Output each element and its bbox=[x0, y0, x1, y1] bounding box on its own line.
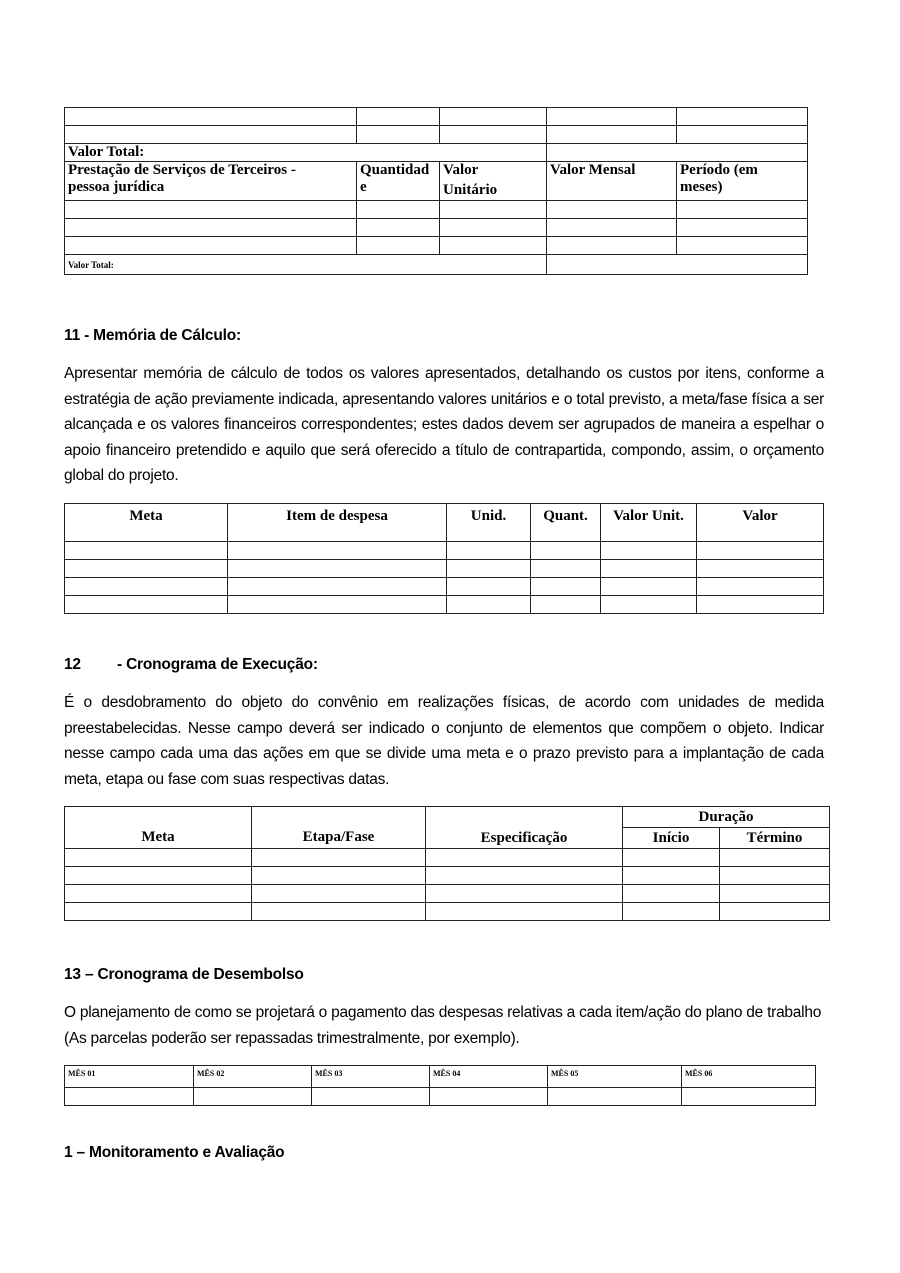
execution-schedule-table bbox=[64, 806, 830, 921]
table-cell[interactable] bbox=[65, 108, 357, 126]
table-cell[interactable] bbox=[228, 542, 447, 560]
table-cell[interactable] bbox=[312, 1088, 430, 1106]
table-cell[interactable] bbox=[677, 237, 808, 255]
section-12-title: - Cronograma de Execução: bbox=[117, 656, 318, 673]
header-line: Valor Mensal bbox=[550, 162, 636, 178]
table-row bbox=[65, 219, 808, 237]
table-cell[interactable] bbox=[426, 885, 623, 903]
header-duration: Duração bbox=[623, 807, 830, 828]
header-monthly-value bbox=[547, 162, 677, 201]
table-cell[interactable] bbox=[357, 237, 440, 255]
header-unit: Unid. bbox=[447, 504, 531, 542]
table-cell[interactable] bbox=[682, 1088, 816, 1106]
table-cell[interactable] bbox=[447, 596, 531, 614]
header-row bbox=[65, 1066, 816, 1088]
header-month-02: MÊS 02 bbox=[194, 1066, 312, 1088]
table-cell[interactable] bbox=[447, 542, 531, 560]
table-row bbox=[65, 108, 808, 126]
table-cell[interactable] bbox=[547, 201, 677, 219]
header-start: Início bbox=[623, 828, 720, 849]
header-line: Período (em bbox=[680, 162, 758, 178]
header-month-05: MÊS 05 bbox=[548, 1066, 682, 1088]
calculation-memory-table bbox=[64, 503, 824, 614]
table-row bbox=[65, 201, 808, 219]
header-line: meses) bbox=[680, 179, 723, 195]
section-11-paragraph: Apresentar memória de cálculo de todos os valores apresentados, detalhando os custos por itens, conforme a estratégia de ação previamente indicada, apresentando valores unitários e o total previsto, a meta/fase física a ser alcançada e os valores financeiros correspondentes; estes dados devem ser agrupados de maneira a espelhar o apoio financeiro pretendido e aquilo que será oferecido a título de contrapartida, compondo, assim, o orçamento global do projeto. bbox=[64, 365, 824, 485]
table-cell[interactable] bbox=[440, 126, 547, 144]
table-row bbox=[65, 867, 830, 885]
table-cell[interactable] bbox=[531, 578, 601, 596]
table-cell[interactable] bbox=[65, 542, 228, 560]
table-cell[interactable] bbox=[357, 201, 440, 219]
table-row bbox=[65, 596, 824, 614]
table-cell[interactable] bbox=[65, 560, 228, 578]
section-12-heading bbox=[64, 656, 318, 674]
table-cell[interactable] bbox=[252, 903, 426, 921]
table-cell[interactable] bbox=[531, 560, 601, 578]
table-cell[interactable] bbox=[547, 126, 677, 144]
table-cell[interactable] bbox=[65, 126, 357, 144]
footer-total-row bbox=[65, 255, 808, 275]
table-row bbox=[65, 560, 824, 578]
table-cell[interactable] bbox=[697, 542, 824, 560]
header-line: e bbox=[360, 179, 367, 195]
services-cost-table bbox=[64, 107, 808, 275]
table-cell[interactable] bbox=[194, 1088, 312, 1106]
section-12-number: 12 bbox=[64, 656, 81, 673]
table-cell[interactable] bbox=[357, 126, 440, 144]
footer-total-value-cell[interactable] bbox=[547, 255, 808, 275]
table-cell[interactable] bbox=[547, 237, 677, 255]
table-cell[interactable] bbox=[697, 596, 824, 614]
header-quantity: Quant. bbox=[531, 504, 601, 542]
table-cell[interactable] bbox=[697, 578, 824, 596]
section-13-paragraph: O planejamento de como se projetará o pagamento das despesas relativas a cada item/ação do plano de trabalho (As parcelas poderão ser repassadas trimestralmente, por exemplo). bbox=[64, 1004, 822, 1047]
table-cell[interactable] bbox=[623, 903, 720, 921]
table-cell[interactable] bbox=[623, 885, 720, 903]
table-cell[interactable] bbox=[228, 578, 447, 596]
table-cell[interactable] bbox=[531, 596, 601, 614]
table-cell[interactable] bbox=[252, 867, 426, 885]
table-cell[interactable] bbox=[65, 578, 228, 596]
table-row bbox=[65, 237, 808, 255]
table-cell[interactable] bbox=[623, 867, 720, 885]
section-12-paragraph: É o desdobramento do objeto do convênio em realizações físicas, de acordo com unidades de medida preestabelecidas. Nesse campo deverá ser indicado o conjunto de elementos que compõem o objeto. Indicar nesse campo cada uma das ações em que se divide uma meta e o prazo previsto para a implantação de cada meta, etapa ou fase com suas respectivas datas. bbox=[64, 694, 824, 788]
header-line: Valor bbox=[443, 162, 479, 178]
table-cell[interactable] bbox=[426, 903, 623, 921]
header-end: Término bbox=[720, 828, 830, 849]
table-cell[interactable] bbox=[720, 903, 830, 921]
table-cell[interactable] bbox=[228, 596, 447, 614]
header-meta: Meta bbox=[65, 504, 228, 542]
table-row bbox=[65, 126, 808, 144]
table-cell[interactable] bbox=[677, 201, 808, 219]
total-value-cell[interactable] bbox=[547, 144, 808, 162]
table-cell[interactable] bbox=[65, 201, 357, 219]
table-cell[interactable] bbox=[601, 596, 697, 614]
table-cell[interactable] bbox=[677, 219, 808, 237]
table-cell[interactable] bbox=[440, 219, 547, 237]
table-cell[interactable] bbox=[426, 867, 623, 885]
header-unit-value bbox=[440, 162, 547, 201]
header-quantity bbox=[357, 162, 440, 201]
table-cell[interactable] bbox=[601, 560, 697, 578]
table-row bbox=[65, 542, 824, 560]
header-row bbox=[65, 162, 808, 201]
header-line: pessoa jurídica bbox=[68, 179, 165, 195]
table-row bbox=[65, 1088, 816, 1106]
table-cell[interactable] bbox=[252, 885, 426, 903]
header-specification: Especificação bbox=[426, 807, 623, 849]
table-cell[interactable] bbox=[623, 849, 720, 867]
table-cell[interactable] bbox=[531, 542, 601, 560]
table-cell[interactable] bbox=[65, 849, 252, 867]
table-cell[interactable] bbox=[677, 108, 808, 126]
table-cell[interactable] bbox=[65, 237, 357, 255]
header-unit-value: Valor Unit. bbox=[601, 504, 697, 542]
header-expense-item: Item de despesa bbox=[228, 504, 447, 542]
header-row bbox=[65, 807, 830, 828]
table-cell[interactable] bbox=[548, 1088, 682, 1106]
table-cell[interactable] bbox=[357, 219, 440, 237]
header-month-06: MÊS 06 bbox=[682, 1066, 816, 1088]
table-cell[interactable] bbox=[357, 108, 440, 126]
disbursement-schedule-table bbox=[64, 1065, 816, 1106]
table-cell[interactable] bbox=[440, 237, 547, 255]
table-cell[interactable] bbox=[720, 849, 830, 867]
table-cell[interactable] bbox=[65, 885, 252, 903]
table-cell[interactable] bbox=[601, 578, 697, 596]
header-line: Unitário bbox=[443, 182, 498, 198]
table-cell[interactable] bbox=[65, 219, 357, 237]
table-cell[interactable] bbox=[720, 885, 830, 903]
header-period bbox=[677, 162, 808, 201]
table-cell[interactable] bbox=[440, 201, 547, 219]
table-cell[interactable] bbox=[65, 903, 252, 921]
table-cell[interactable] bbox=[720, 867, 830, 885]
header-stage: Etapa/Fase bbox=[252, 807, 426, 849]
header-row bbox=[65, 504, 824, 542]
table-row bbox=[65, 578, 824, 596]
header-month-01: MÊS 01 bbox=[65, 1066, 194, 1088]
table-cell[interactable] bbox=[547, 108, 677, 126]
table-cell[interactable] bbox=[547, 219, 677, 237]
header-value: Valor bbox=[697, 504, 824, 542]
table-cell[interactable] bbox=[65, 867, 252, 885]
total-label: Valor Total: bbox=[65, 144, 547, 162]
header-meta: Meta bbox=[65, 807, 252, 849]
section-13-heading: 13 – Cronograma de Desembolso bbox=[64, 966, 304, 983]
table-row bbox=[65, 849, 830, 867]
section-11-heading: 11 - Memória de Cálculo: bbox=[64, 327, 241, 344]
header-line: Prestação de Serviços de Terceiros - bbox=[68, 162, 296, 178]
table-row bbox=[65, 903, 830, 921]
header-services bbox=[65, 162, 357, 201]
table-cell[interactable] bbox=[430, 1088, 548, 1106]
table-cell[interactable] bbox=[228, 560, 447, 578]
table-cell[interactable] bbox=[252, 849, 426, 867]
table-cell[interactable] bbox=[601, 542, 697, 560]
table-cell[interactable] bbox=[440, 108, 547, 126]
table-cell[interactable] bbox=[447, 578, 531, 596]
total-row bbox=[65, 144, 808, 162]
table-cell[interactable] bbox=[426, 849, 623, 867]
footer-total-label: Valor Total: bbox=[65, 255, 547, 275]
header-month-03: MÊS 03 bbox=[312, 1066, 430, 1088]
header-line: Quantidad bbox=[360, 162, 430, 178]
table-row bbox=[65, 885, 830, 903]
table-cell[interactable] bbox=[697, 560, 824, 578]
monitoring-heading: 1 – Monitoramento e Avaliação bbox=[64, 1144, 285, 1161]
table-cell[interactable] bbox=[65, 1088, 194, 1106]
table-cell[interactable] bbox=[677, 126, 808, 144]
table-cell[interactable] bbox=[447, 560, 531, 578]
header-month-04: MÊS 04 bbox=[430, 1066, 548, 1088]
table-cell[interactable] bbox=[65, 596, 228, 614]
